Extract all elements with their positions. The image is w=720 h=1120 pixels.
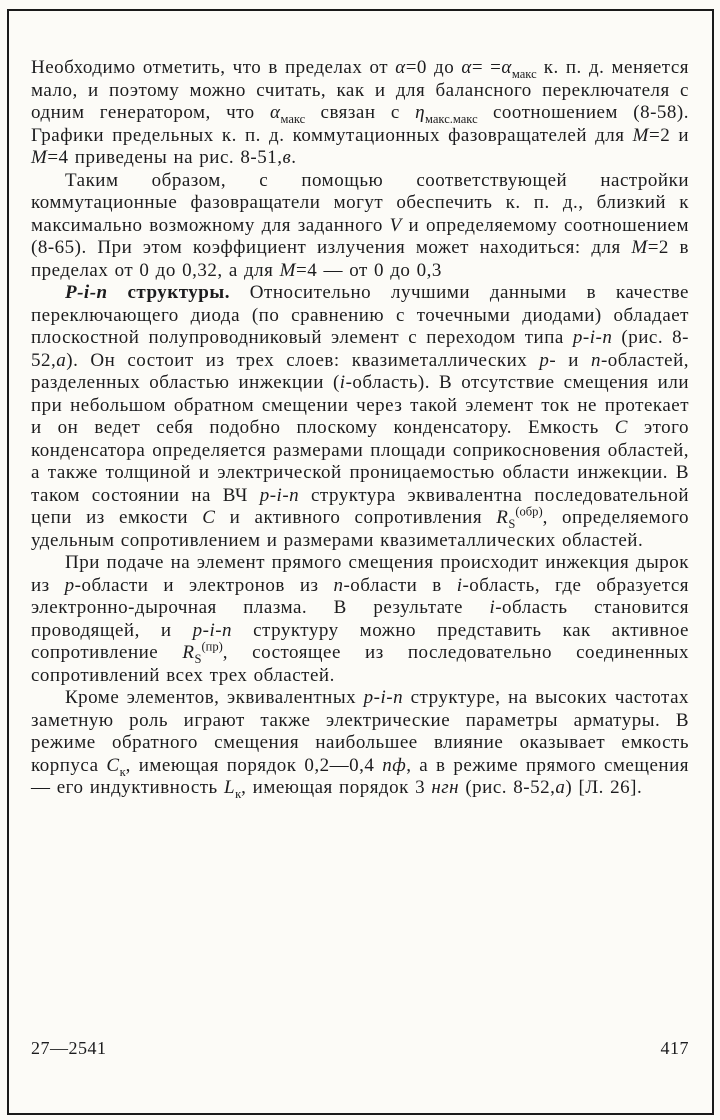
print-signature-number: 27—2541 [31,1038,107,1058]
paragraph-forward-bias: При подаче на элемент прямого смещения происходит инжекция дырок из p-области и электронов из n-области в i-область, где образуется электронно-дырочная плазма. В результате i-область становится проводящей, и p-i-n структуру можно представить как активное сопротивление $R_S^{(пр)}$, состоящее из последовательно соединенных сопротивлений всех трех областей. [31,552,690,686]
paragraph-package-parameters: Кроме элементов, эквивалентных p-i-n структуре, на высоких частотах заметную роль играют также электрические параметры арматуры. В режиме обратного смещения наибольшее влияние оказывает емкость корпуса $C_к$, имеющая порядок 0,2—0,4 пф, а в режиме прямого смещения — его индуктивность $L_к$, имеющая порядок 3 нгн (рис. 8-52,а) [Л. 26]. [31,687,690,801]
page-footer [31,1038,689,1059]
paragraph-phase-shifter-tuning: Таким образом, с помощью соответствующей настройки коммутационные фазовращатели могут обеспечить к. п. д., близкий к максимально возможному для заданного V и определяемому соотношением (8-65). При этом коэффициент излучения может находиться: для M=2 в пределах от 0 до 0,32, а для M=4 — от 0 до 0,3 [31,169,690,281]
text-block [31,57,689,800]
page-number: 417 [660,1038,689,1058]
paragraph-efficiency-limits: Необходимо отметить, что в пределах от α=0 до $\alpha= =\alpha_{макс}$ к. п. д. меняется мало, и поэтому можно считать, как и для балансного переключателя с одним генератором, что $\alpha_{макс}$ связан с $\eta_{макс.макс}$ соотношением (8-58). Графики предельных к. п. д. коммутационных фазовращателей для M=2 и M=4 приведены на рис. 8-51,в. [31,57,689,168]
paragraph-pin-structures: P-i-n структуры. Относительно лучшими данными в качестве переключающего диода (по сравнению с точечными диодами) обладает плоскостной полупроводниковый элемент с переходом типа p-i-n (рис. 8-52,а). Он состоит из трех слоев: квазиметаллических p- и n-областей, разделенных областью инжекции (i-область). В отсутствие смещения или при небольшом обратном смещении через такой элемент ток не протекает и он ведет себя подобно плоскому конденсатору. Емкость C этого конденсатора определяется размерами площади соприкосновения областей, а также толщиной и электрической проницаемостью области инжекции. В таком состоянии на ВЧ p-i-n структура эквивалентна последовательной цепи из емкости C и активного сопротивления $R_S^{(обр)}$, определяемого удельным сопротивлением и размерами квазиметаллических областей. [31,282,690,551]
